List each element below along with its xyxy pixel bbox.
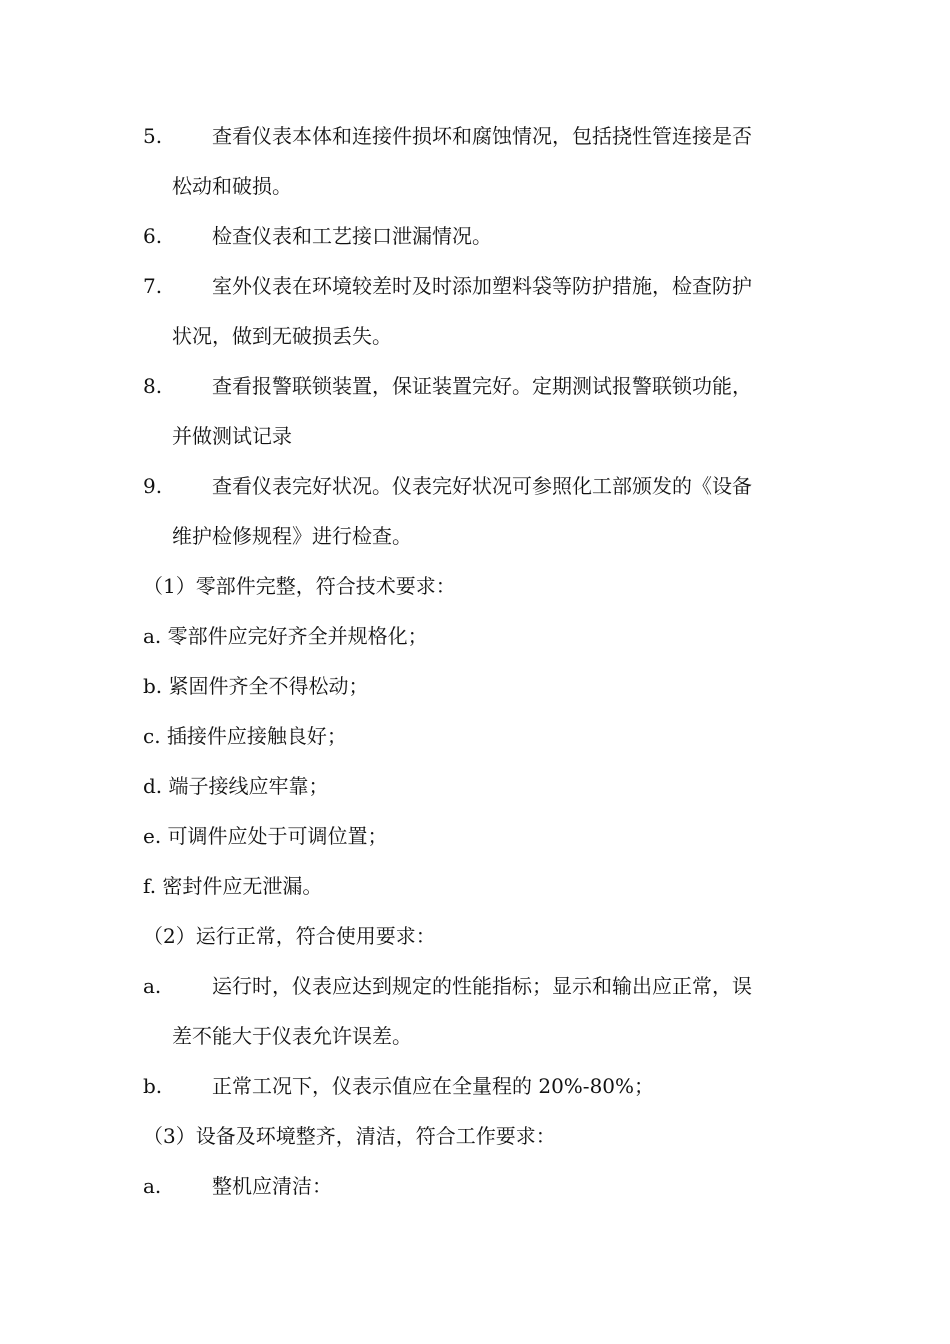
item-text-continued: 差不能大于仪表允许误差。 bbox=[172, 1024, 412, 1048]
item-number: a. bbox=[143, 1174, 162, 1198]
item-text: 查看仪表完好状况。仪表完好状况可参照化工部颁发的《设备 bbox=[212, 474, 752, 498]
section-1-title: （1）零部件完整，符合技术要求： bbox=[143, 574, 456, 598]
item-number: b. bbox=[143, 1074, 163, 1098]
item-text: 整机应清洁： bbox=[212, 1174, 332, 1198]
item-text: 室外仪表在环境较差时及时添加塑料袋等防护措施，检查防护 bbox=[212, 274, 752, 298]
sub-item-a: a. 零部件应完好齐全并规格化； bbox=[143, 624, 428, 648]
section-2-title: （2）运行正常，符合使用要求： bbox=[143, 924, 436, 948]
sub-item-d: d. 端子接线应牢靠； bbox=[143, 774, 329, 798]
sub-item-c: c. 插接件应接触良好； bbox=[143, 724, 347, 748]
item-number: 5. bbox=[143, 124, 163, 148]
item-text: 正常工况下，仪表示值应在全量程的 20%-80%； bbox=[212, 1074, 655, 1098]
item-number: 8. bbox=[143, 374, 163, 398]
item-number: 9. bbox=[143, 474, 163, 498]
item-number: a. bbox=[143, 974, 162, 998]
item-text: 查看报警联锁装置，保证装置完好。定期测试报警联锁功能， bbox=[212, 374, 752, 398]
item-text: 运行时，仪表应达到规定的性能指标；显示和输出应正常，误 bbox=[212, 974, 752, 998]
sub-item-b: b. 紧固件齐全不得松动； bbox=[143, 674, 369, 698]
item-number: 6. bbox=[143, 224, 163, 248]
item-text-continued: 状况，做到无破损丢失。 bbox=[172, 324, 392, 348]
item-number: 7. bbox=[143, 274, 163, 298]
sub-item-f: f. 密封件应无泄漏。 bbox=[143, 874, 323, 898]
item-text: 查看仪表本体和连接件损坏和腐蚀情况，包括挠性管连接是否 bbox=[212, 124, 752, 148]
item-text-continued: 松动和破损。 bbox=[172, 174, 292, 198]
sub-item-e: e. 可调件应处于可调位置； bbox=[143, 824, 388, 848]
section-3-title: （3）设备及环境整齐，清洁，符合工作要求： bbox=[143, 1124, 556, 1148]
item-text-continued: 并做测试记录 bbox=[172, 424, 292, 448]
item-text: 检查仪表和工艺接口泄漏情况。 bbox=[212, 224, 492, 248]
item-text-continued: 维护检修规程》进行检查。 bbox=[172, 524, 412, 548]
